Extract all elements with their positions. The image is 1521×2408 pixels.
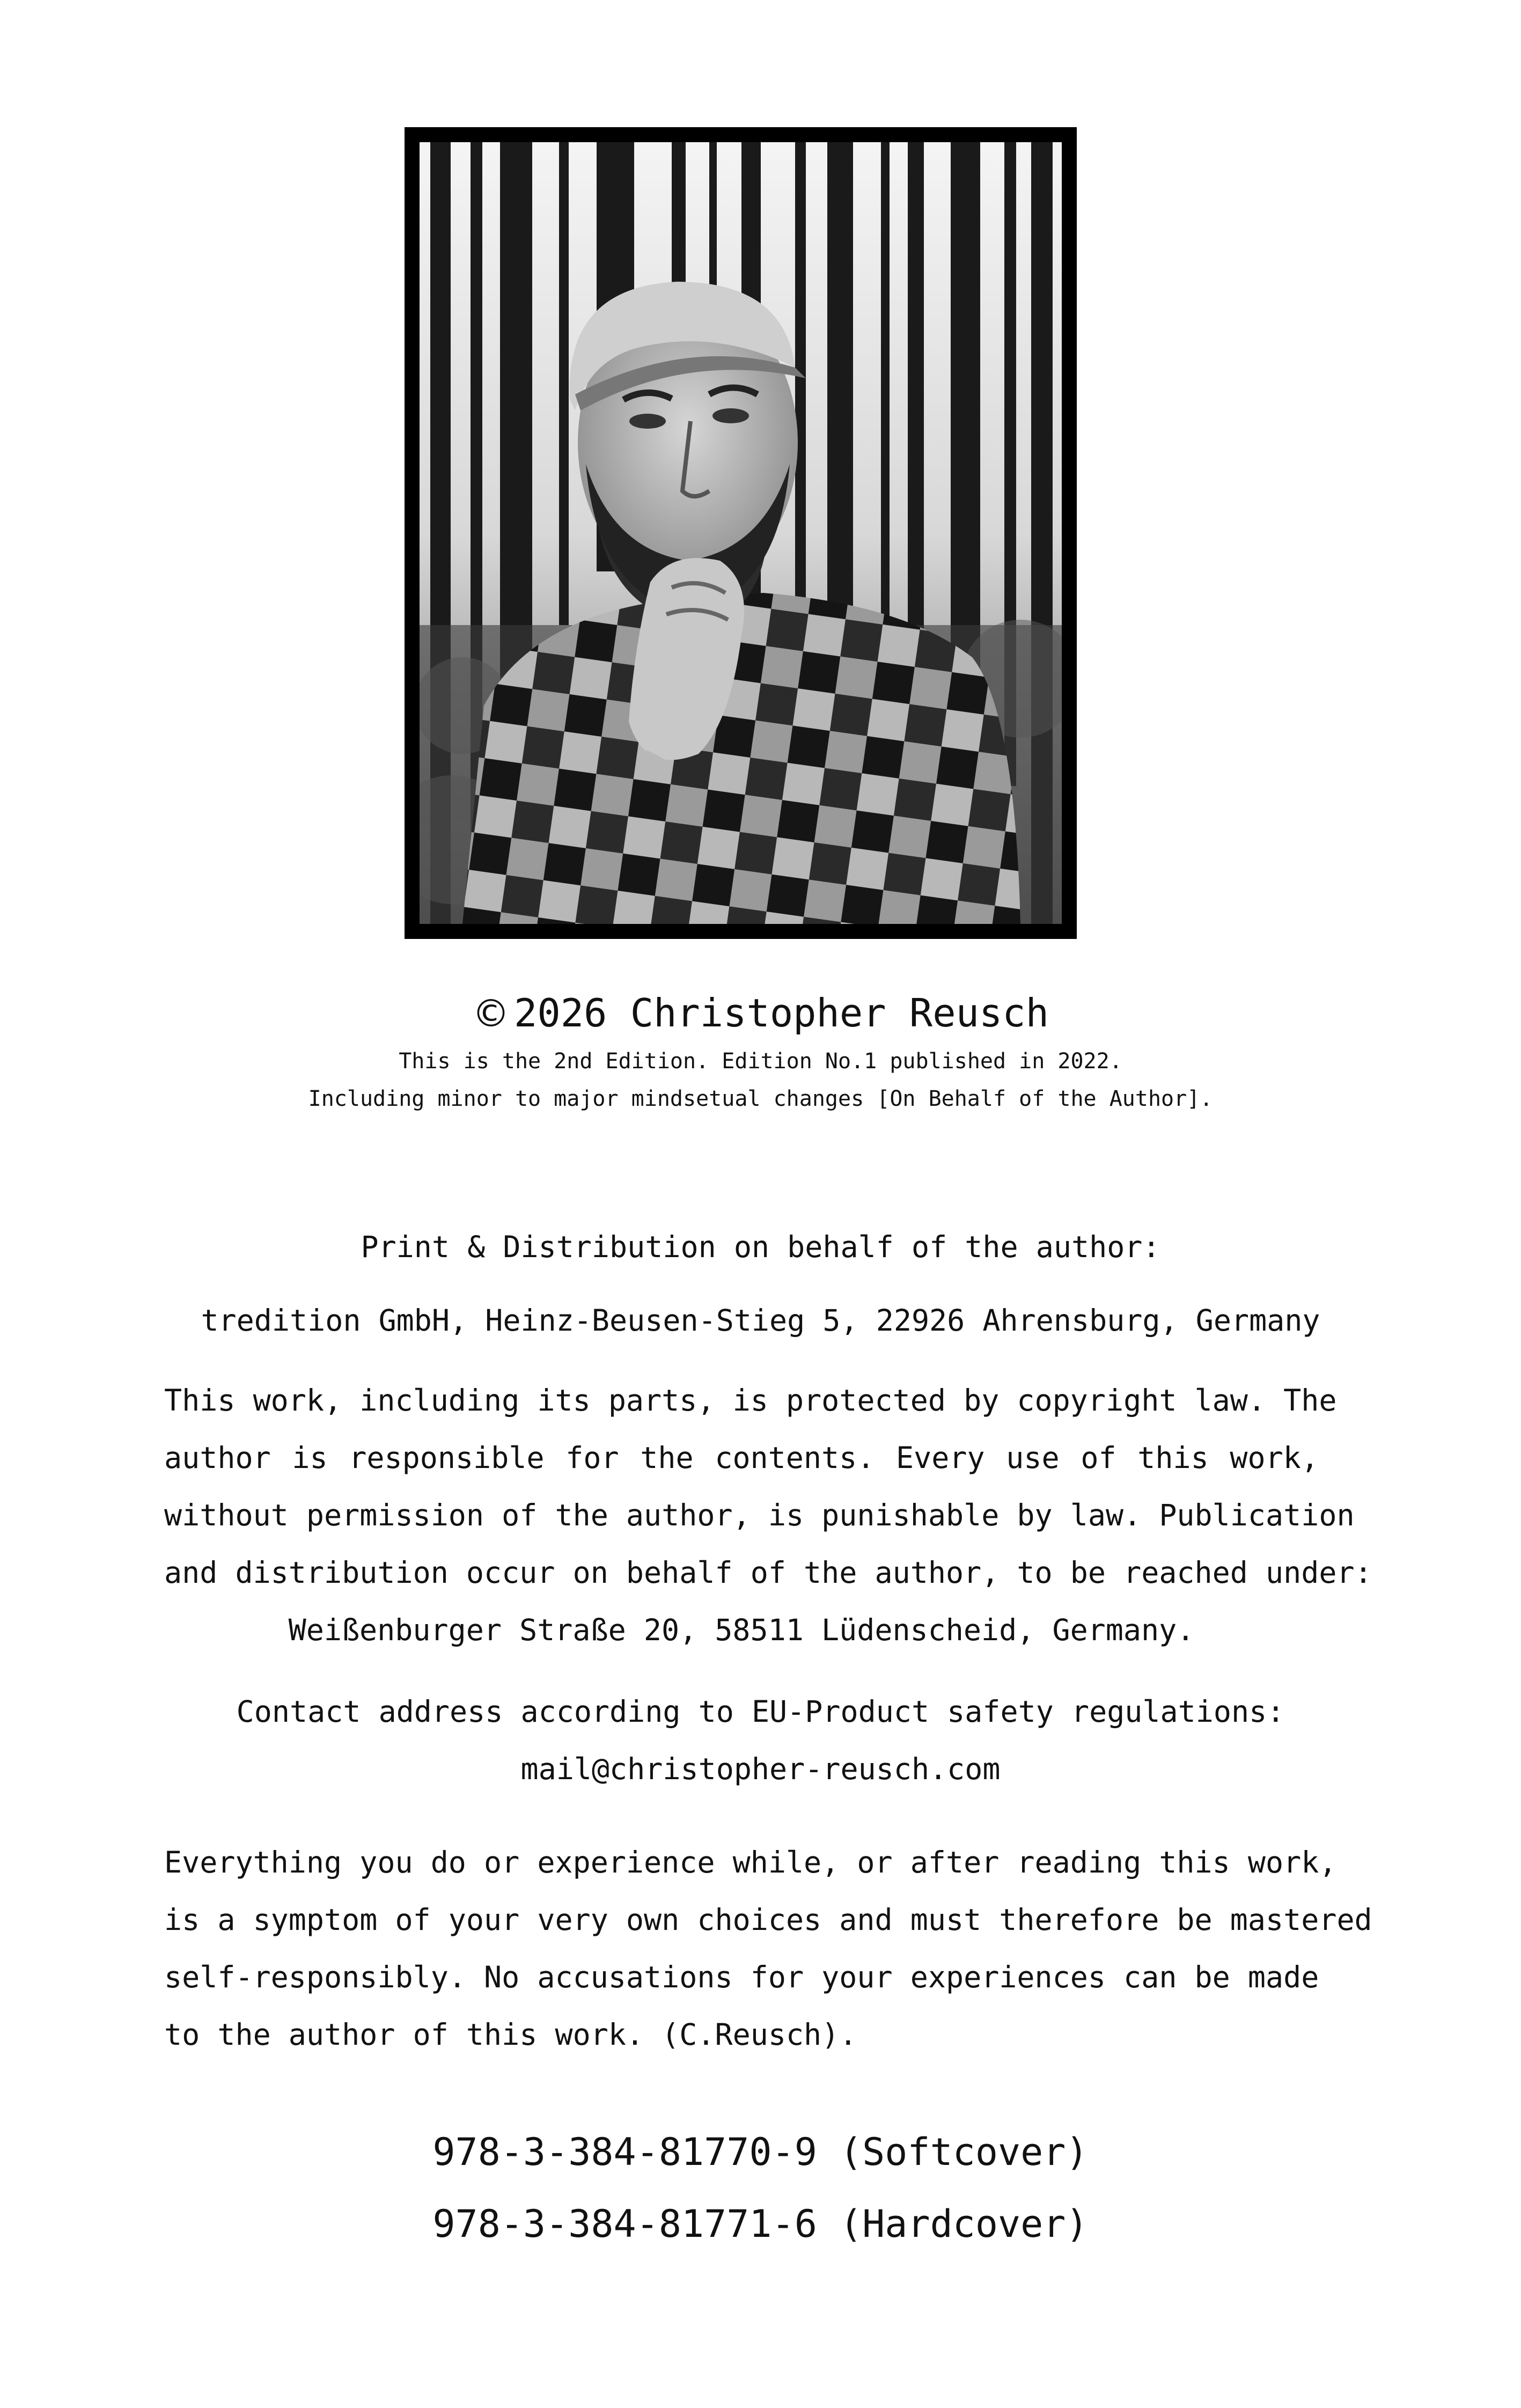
isbn-softcover: 978-3-384-81770-9 (Softcover) (432, 2130, 1089, 2174)
copyright-notice-row: and distribution occur on behalf of the author, to be reached under: (164, 1555, 1372, 1590)
copyright-notice-row: This work, including its parts, is protected by copyright law. The (164, 1383, 1337, 1418)
edition-note: This is the 2nd Edition. Edition No.1 published in 2022. (399, 1049, 1122, 1074)
disclaimer (164, 1834, 1372, 2064)
disclaimer-row: to the author of this work. (C.Reusch). (164, 2017, 857, 2052)
copyright-symbol: © (472, 992, 510, 1036)
isbn-hardcover: 978-3-384-81771-6 (Hardcover) (432, 2202, 1089, 2246)
disclaimer-row: Everything you do or experience while, or after reading this work, (164, 1845, 1337, 1880)
edition-changes-note: Including minor to major mindsetual changes [On Behalf of the Author]. (308, 1086, 1213, 1111)
author-photo-frame (405, 127, 1077, 939)
author-portrait-photo (420, 142, 1062, 924)
contact-label: Contact address according to EU-Product safety regulations: (236, 1694, 1285, 1729)
copyright-text: 2026 Christopher Reusch (514, 990, 1049, 1036)
distribution-label: Print & Distribution on behalf of the author: (361, 1230, 1160, 1264)
copyright-notice (164, 1372, 1372, 1659)
copyright-notice-row: author is responsible for the contents. Every use of this work, (164, 1441, 1319, 1475)
copyright-notice-row: without permission of the author, is punishable by law. Publication (164, 1498, 1355, 1532)
author-address: Weißenburger Straße 20, 58511 Lüdenscheid, Germany. (288, 1613, 1195, 1647)
copyright-line (0, 990, 1521, 1036)
contact-email: mail@christopher-reusch.com (520, 1752, 1001, 1786)
publisher-address: tredition GmbH, Heinz-Beusen-Stieg 5, 22926 Ahrensburg, Germany (201, 1303, 1320, 1338)
disclaimer-row: self-responsibly. No accusations for your experiences can be made (164, 1960, 1319, 1994)
disclaimer-row: is a symptom of your very own choices and must therefore be mastered (164, 1903, 1372, 1937)
